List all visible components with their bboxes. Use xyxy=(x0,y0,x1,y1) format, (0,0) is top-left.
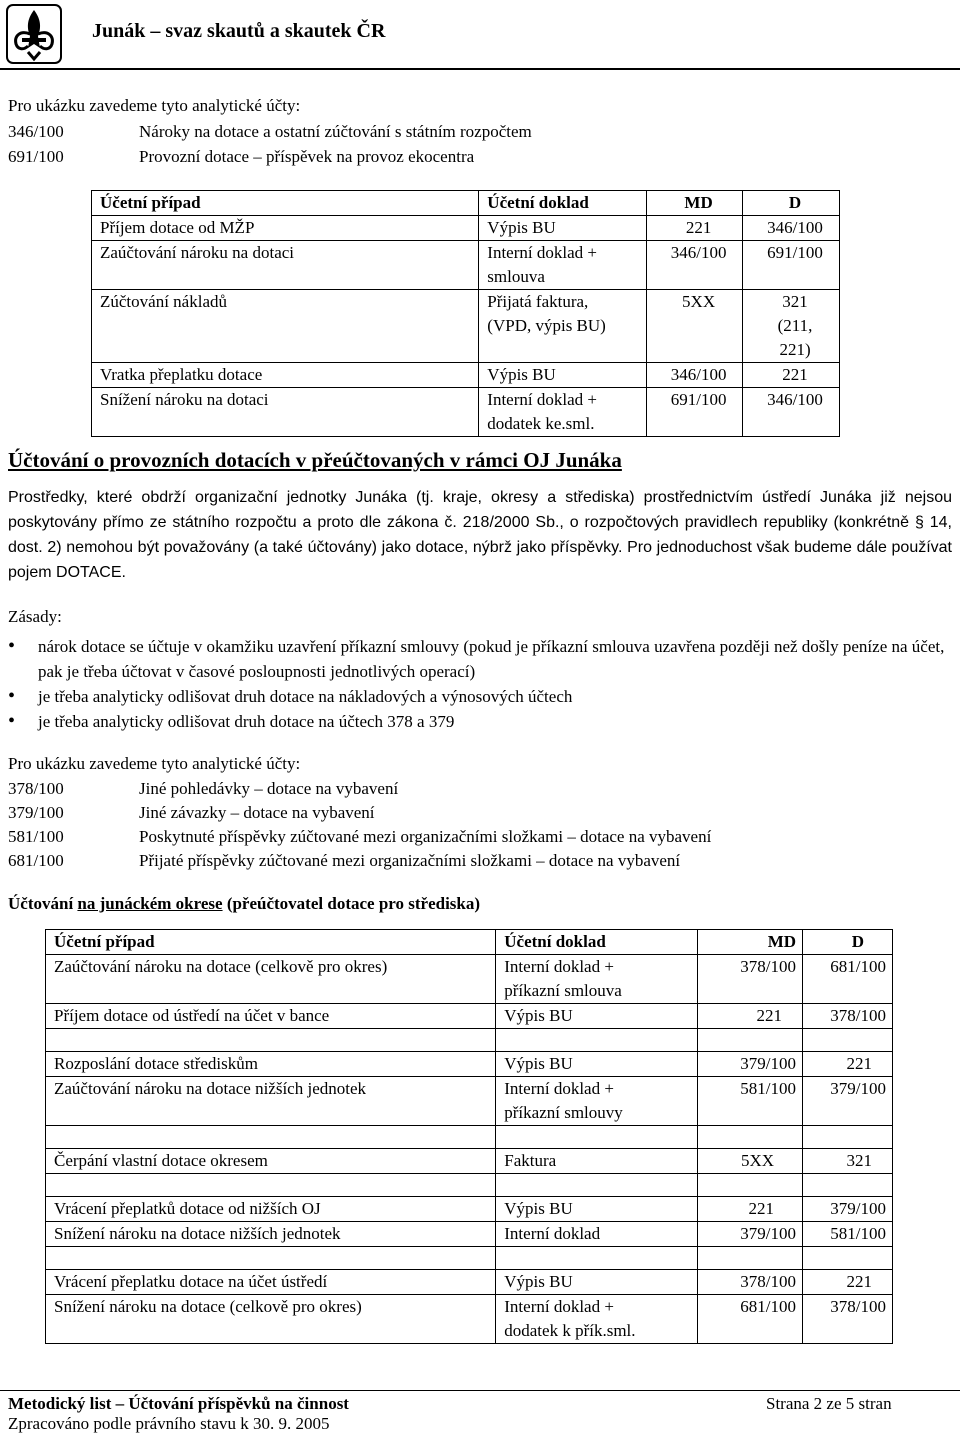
case-cell: Snížení nároku na dotace (celkově pro okres) xyxy=(46,1295,496,1344)
doc-cell: Interní doklad xyxy=(496,1222,698,1247)
table-header-row xyxy=(46,930,893,955)
header-cell: Účetní doklad xyxy=(496,930,698,955)
account-code: 681/100 xyxy=(8,851,64,870)
md-cell: 691/100 xyxy=(647,388,743,437)
list-item: • je třeba analyticky odlišovat druh dotace na nákladových a výnosových účtech xyxy=(8,684,952,709)
case-cell: Čerpání vlastní dotace okresem xyxy=(46,1149,496,1174)
doc-cell: Interní doklad + dodatek ke.sml. xyxy=(479,388,647,437)
doc-cell: Faktura xyxy=(496,1149,698,1174)
account-line xyxy=(8,144,474,169)
case-cell: Vrácení přeplatků dotace od nižších OJ xyxy=(46,1197,496,1222)
okres-heading-underlined: na junáckém okrese xyxy=(77,894,223,913)
doc-cell: Výpis BU xyxy=(479,363,647,388)
account-code: 691/100 xyxy=(8,147,64,166)
account-text: Jiné závazky – dotace na vybavení xyxy=(139,803,375,822)
table-spacer-row xyxy=(46,1126,893,1149)
table-row xyxy=(46,1149,893,1174)
table-spacer-row xyxy=(46,1247,893,1270)
account-line xyxy=(8,776,398,801)
d-cell: 581/100 xyxy=(803,1222,893,1247)
case-cell: Zaúčtování nároku na dotace (celkově pro okres) xyxy=(46,955,496,1004)
page-number: Strana 2 ze 5 stran xyxy=(766,1394,892,1413)
header-cell: MD xyxy=(647,191,743,216)
doc-cell: Interní doklad + příkazní smlouva xyxy=(496,955,698,1004)
table-row xyxy=(46,955,893,1004)
case-cell: Vrácení přeplatku dotace na účet ústředí xyxy=(46,1270,496,1295)
scout-lily-logo-icon xyxy=(6,4,62,64)
doc-cell: Výpis BU xyxy=(496,1004,698,1029)
d-cell: 378/100 xyxy=(803,1004,893,1029)
case-cell: Snížení nároku na dotace nižších jednotek xyxy=(46,1222,496,1247)
d-cell: 321 (211, 221) xyxy=(743,290,840,363)
case-cell: Rozposlání dotace střediskům xyxy=(46,1052,496,1077)
case-cell: Zaúčtování nároku na dotace nižších jednotek xyxy=(46,1077,496,1126)
account-text: Poskytnuté příspěvky zúčtované mezi organizačními složkami – dotace na vybavení xyxy=(139,827,712,846)
account-code: 378/100 xyxy=(8,779,64,798)
header-cell: Účetní doklad xyxy=(479,191,647,216)
case-cell: Příjem dotace od MŽP xyxy=(92,216,479,241)
header-cell: Účetní případ xyxy=(92,191,479,216)
case-cell: Snížení nároku na dotaci xyxy=(92,388,479,437)
case-cell: Vratka přeplatku dotace xyxy=(92,363,479,388)
d-cell: 378/100 xyxy=(803,1295,893,1344)
okres-heading xyxy=(8,894,480,914)
table-row xyxy=(46,1295,893,1344)
table-row xyxy=(46,1004,893,1029)
table-spacer-row xyxy=(46,1029,893,1052)
footer-divider xyxy=(0,1390,960,1391)
table-row xyxy=(92,388,840,437)
account-line xyxy=(8,119,532,144)
md-cell: 378/100 xyxy=(698,1270,803,1295)
header-cell: MD xyxy=(698,930,803,955)
account-text: Provozní dotace – příspěvek na provoz ekocentra xyxy=(139,147,475,166)
doc-cell: Interní doklad + dodatek k přík.sml. xyxy=(496,1295,698,1344)
principles-list xyxy=(8,634,952,734)
section-paragraph: Prostředky, které obdrží organizační jednotky Junáka (tj. kraje, okresy a střediska) prostřednictvím ústředí Junáka již nejsou poskytovány přímo ze státního rozpočtu a proto dle zákona č. 218/2000 Sb., o rozpočtových pravidlech republiky (konkrétně § 14, dost. 2) nemohou být považovány (a také účtovány) jako dotace, nýbrž jako příspěvky. Pro jednoduchost však budeme dále používat pojem DOTACE. xyxy=(8,489,952,581)
account-line xyxy=(8,848,680,873)
d-cell: 221 xyxy=(743,363,840,388)
md-cell: 379/100 xyxy=(698,1222,803,1247)
md-cell: 379/100 xyxy=(698,1052,803,1077)
footer-title: Metodický list – Účtování příspěvků na činnost xyxy=(8,1394,349,1413)
page-header xyxy=(0,0,960,66)
case-cell: Zúčtování nákladů xyxy=(92,290,479,363)
md-cell: 581/100 xyxy=(698,1077,803,1126)
intro-accounts-caption: Pro ukázku zavedeme tyto analytické účty: xyxy=(8,96,301,115)
section-heading: Účtování o provozních dotacích v přeúčtovaných v rámci OJ Junáka xyxy=(8,448,622,472)
header-cell: D xyxy=(803,930,893,955)
table-row xyxy=(92,290,840,363)
md-cell: 5XX xyxy=(647,290,743,363)
d-cell: 221 xyxy=(803,1270,893,1295)
list-item: • je třeba analyticky odlišovat druh dotace na účtech 378 a 379 xyxy=(8,709,952,734)
md-cell: 346/100 xyxy=(647,363,743,388)
md-cell: 221 xyxy=(647,216,743,241)
table-row xyxy=(92,363,840,388)
doc-cell: Výpis BU xyxy=(496,1197,698,1222)
md-cell: 221 xyxy=(698,1197,803,1222)
accounting-table-2 xyxy=(45,929,893,1344)
md-cell: 378/100 xyxy=(698,955,803,1004)
table-spacer-row xyxy=(46,1174,893,1197)
account-line xyxy=(8,824,711,849)
d-cell: 691/100 xyxy=(743,241,840,290)
account-code: 581/100 xyxy=(8,827,64,846)
d-cell: 221 xyxy=(803,1052,893,1077)
doc-cell: Interní doklad + smlouva xyxy=(479,241,647,290)
doc-cell: Interní doklad + příkazní smlouvy xyxy=(496,1077,698,1126)
case-cell: Zaúčtování nároku na dotaci xyxy=(92,241,479,290)
list-item: • nárok dotace se účtuje v okamžiku uzavření příkazní smlouvy (pokud je příkazní smlouva uzavřena později než došly peníze na účet, pak je třeba účtovat v časové posloupnosti jednotlivých operací) xyxy=(8,634,952,684)
header-cell: D xyxy=(743,191,840,216)
md-cell: 5XX xyxy=(698,1149,803,1174)
table-row xyxy=(46,1222,893,1247)
table-row xyxy=(92,216,840,241)
accounts2-caption: Pro ukázku zavedeme tyto analytické účty: xyxy=(8,754,301,773)
md-cell: 221 xyxy=(698,1004,803,1029)
header-title: Junák – svaz skautů a skautek ČR xyxy=(92,20,386,42)
doc-cell: Výpis BU xyxy=(496,1052,698,1077)
table-row xyxy=(46,1077,893,1126)
footer-subtitle: Zpracováno podle právního stavu k 30. 9. 2005 xyxy=(8,1414,330,1433)
account-code: 379/100 xyxy=(8,803,64,822)
case-cell: Příjem dotace od ústředí na účet v bance xyxy=(46,1004,496,1029)
account-text: Přijaté příspěvky zúčtované mezi organizačními složkami – dotace na vybavení xyxy=(139,851,681,870)
d-cell: 379/100 xyxy=(803,1077,893,1126)
account-line xyxy=(8,800,375,825)
doc-cell: Přijatá faktura, (VPD, výpis BU) xyxy=(479,290,647,363)
d-cell: 346/100 xyxy=(743,216,840,241)
okres-heading-post: (přeúčtovatel dotace pro střediska) xyxy=(222,894,481,913)
table-header-row xyxy=(92,191,840,216)
header-divider xyxy=(0,68,960,70)
header-cell: Účetní případ xyxy=(46,930,496,955)
table-row xyxy=(46,1270,893,1295)
okres-heading-pre: Účtování xyxy=(8,894,78,913)
doc-cell: Výpis BU xyxy=(479,216,647,241)
d-cell: 321 xyxy=(803,1149,893,1174)
principles-caption: Zásady: xyxy=(8,607,62,626)
table-row xyxy=(46,1197,893,1222)
d-cell: 379/100 xyxy=(803,1197,893,1222)
account-code: 346/100 xyxy=(8,122,64,141)
accounting-table-1 xyxy=(91,190,840,437)
doc-cell: Výpis BU xyxy=(496,1270,698,1295)
md-cell: 346/100 xyxy=(647,241,743,290)
d-cell: 681/100 xyxy=(803,955,893,1004)
table-row xyxy=(46,1052,893,1077)
table-row xyxy=(92,241,840,290)
md-cell: 681/100 xyxy=(698,1295,803,1344)
account-text: Nároky na dotace a ostatní zúčtování s státním rozpočtem xyxy=(139,122,532,141)
d-cell: 346/100 xyxy=(743,388,840,437)
account-text: Jiné pohledávky – dotace na vybavení xyxy=(139,779,399,798)
